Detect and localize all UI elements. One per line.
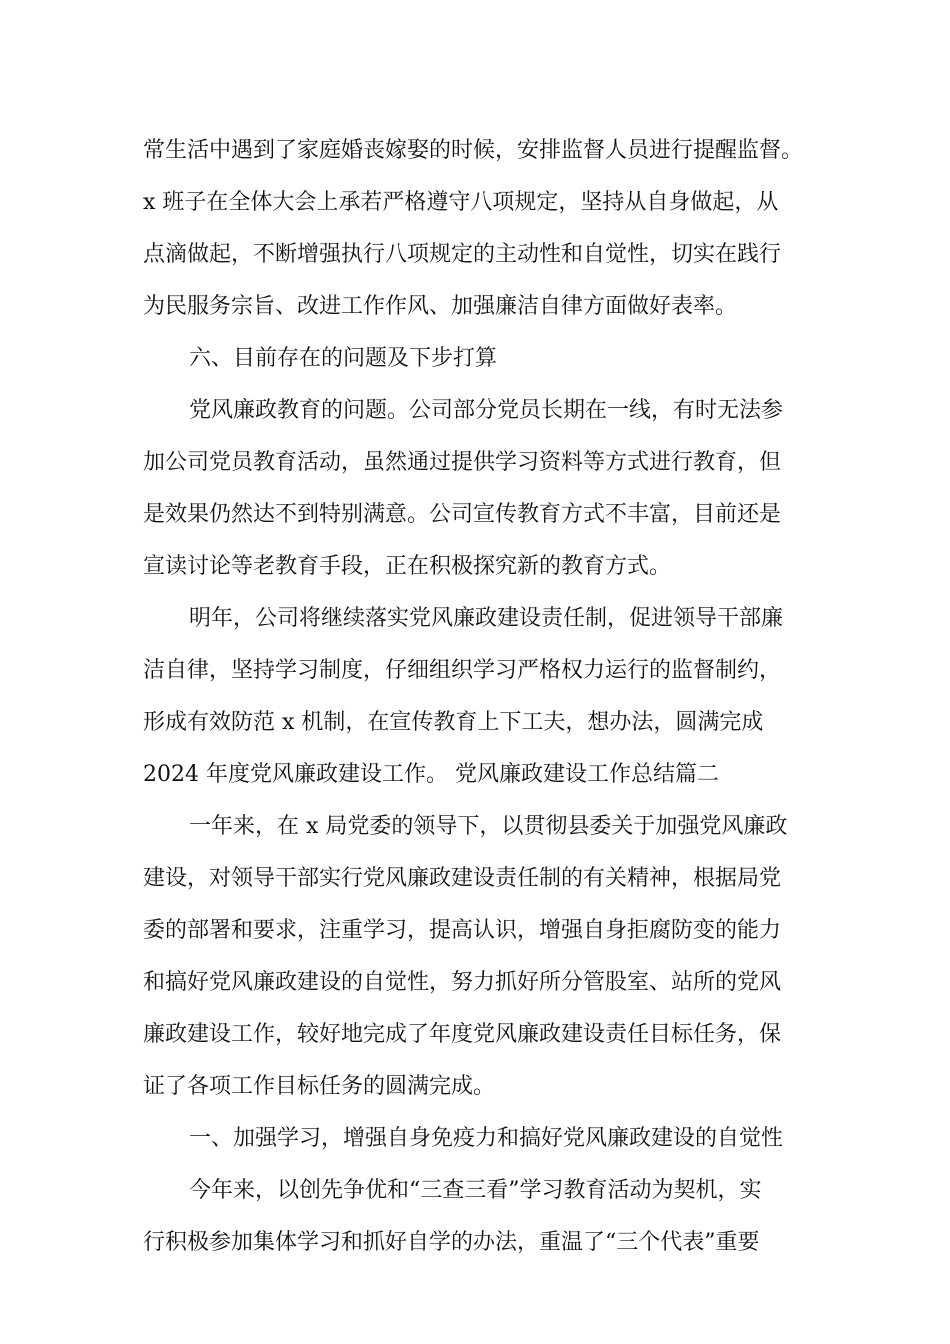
text-line: 委的部署和要求，注重学习，提高认识，增强自身拒腐防变的能力: [143, 918, 782, 943]
text-line: 一年来，在 x 局党委的领导下，以贯彻县委关于加强党风廉政: [189, 814, 788, 839]
text-line: 点滴做起，不断增强执行八项规定的主动性和自觉性，切实在践行: [143, 242, 782, 267]
text-line: 今年来，以创先争优和“三查三看”学习教育活动为契机，实: [189, 1178, 762, 1203]
document-body: [143, 125, 823, 1269]
text-line: 是效果仍然达不到特别满意。公司宣传教育方式不丰富，目前还是: [143, 502, 782, 527]
text-line: 加公司党员教育活动，虽然通过提供学习资料等方式进行教育，但: [143, 450, 782, 475]
text-line: 和搞好党风廉政建设的自觉性，努力抓好所分管股室、站所的党风: [143, 970, 782, 995]
text-line: 行积极参加集体学习和抓好自学的办法，重温了“三个代表”重要: [143, 1230, 760, 1255]
text-line: 证了各项工作目标任务的圆满完成。: [143, 1074, 496, 1099]
text-line: 宣读讨论等老教育手段，正在积极探究新的教育方式。: [143, 554, 672, 579]
text-line: 为民服务宗旨、改进工作作风、加强廉洁自律方面做好表率。: [143, 294, 738, 319]
text-line: 一、加强学习，增强自身免疫力和搞好党风廉政建设的自觉性: [189, 1126, 784, 1151]
text-line: 明年，公司将继续落实党风廉政建设责任制，促进领导干部廉: [189, 606, 784, 631]
text-line: 六、目前存在的问题及下步打算: [189, 346, 498, 371]
text-line: 廉政建设工作，较好地完成了年度党风廉政建设责任目标任务，保: [143, 1022, 782, 1047]
text-line: 2024 年度党风廉政建设工作。 党风廉政建设工作总结篇二: [143, 762, 719, 787]
text-line: 建设，对领导干部实行党风廉政建设责任制的有关精神，根据局党: [143, 866, 782, 891]
text-line: 洁自律，坚持学习制度，仔细组织学习严格权力运行的监督制约，: [143, 658, 782, 683]
text-line: 常生活中遇到了家庭婚丧嫁娶的时候，安排监督人员进行提醒监督。: [143, 138, 804, 163]
text-line: 形成有效防范 x 机制，在宣传教育上下工夫，想办法，圆满完成: [143, 710, 764, 735]
text-line: 党风廉政教育的问题。公司部分党员长期在一线，有时无法参: [189, 398, 784, 423]
text-line: x 班子在全体大会上承若严格遵守八项规定，坚持从自身做起，从: [143, 190, 779, 215]
